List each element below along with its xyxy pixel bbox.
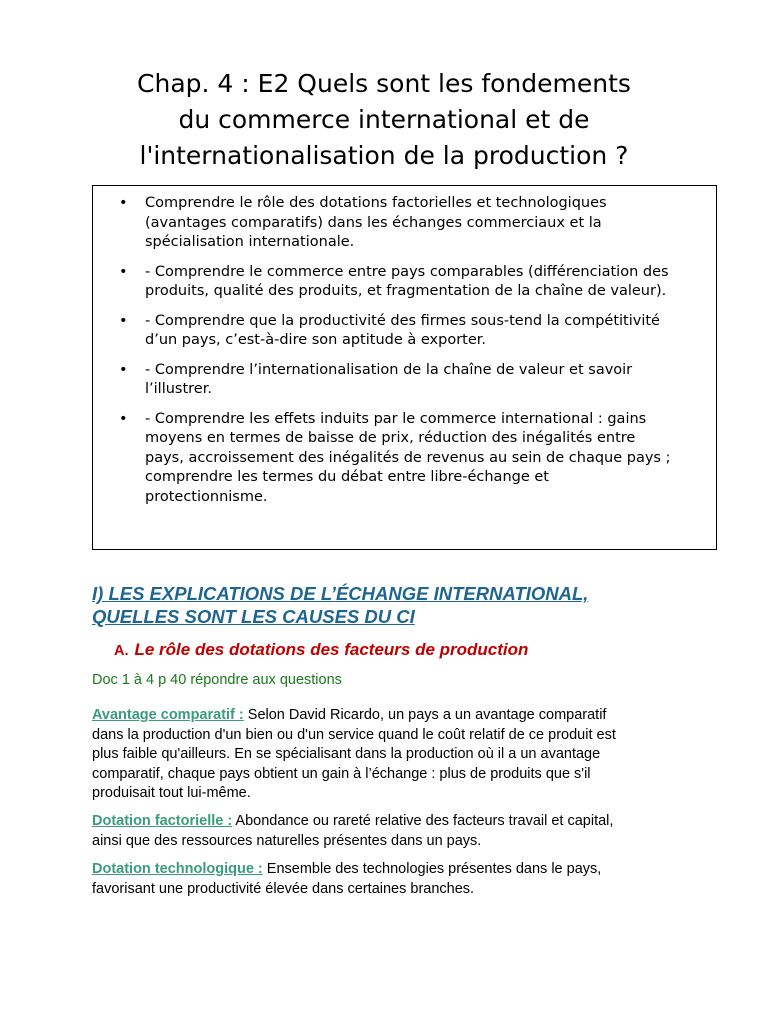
subsection-title: Le rôle des dotations des facteurs de production — [134, 640, 529, 659]
section-heading-line: QUELLES SONT LES CAUSES DU CI — [92, 606, 415, 627]
objective-text: moyens en termes de baisse de prix, réduction des inégalités entre — [145, 430, 636, 446]
definition-text: Ensemble des technologies présentes dans le pays, — [262, 861, 602, 877]
definition-term: Dotation factorielle : — [92, 813, 233, 829]
bullet-icon: • — [119, 195, 128, 211]
objective-item — [93, 361, 716, 400]
page-title — [60, 66, 708, 174]
definition-term: Avantage comparatif : — [92, 707, 244, 723]
definition-text: favorisant une productivité élevée dans certaines branches. — [92, 880, 475, 897]
definition-avantage-comparatif — [92, 706, 616, 804]
objective-text: comprendre les termes du débat entre libre-échange et — [145, 469, 549, 485]
objective-item — [93, 263, 716, 302]
objective-item — [93, 312, 716, 351]
instruction-text: Doc 1 à 4 p 40 répondre aux questions — [92, 672, 342, 688]
section-heading — [92, 582, 588, 628]
bullet-icon: • — [119, 312, 128, 329]
title-line: Chap. 4 : E2 Quels sont les fondements — [137, 69, 631, 98]
definition-text: plus faible qu'ailleurs. En se spécialisant dans la production où il a un avantage — [92, 746, 601, 762]
subsection-heading — [114, 638, 528, 660]
objective-text: - Comprendre l’internationalisation de la chaîne de valeur et savoir — [145, 361, 633, 378]
definition-text: comparatif, chaque pays obtient un gain à l’échange : plus de produits que s'il — [92, 765, 591, 782]
objective-text: produits, qualité des produits, et fragmentation de la chaîne de valeur). — [145, 283, 667, 299]
objective-text: protectionnisme. — [145, 488, 268, 505]
objective-text: Comprendre le rôle des dotations factorielles et technologiques — [145, 195, 607, 211]
objective-text: l’illustrer. — [145, 381, 212, 397]
bullet-icon: • — [119, 410, 128, 427]
definition-term: Dotation technologique : — [92, 861, 263, 877]
objectives-list — [93, 194, 716, 517]
objective-text: - Comprendre les effets induits par le commerce international : gains — [145, 410, 647, 427]
objective-item — [93, 410, 716, 508]
definition-text: ainsi que des ressources naturelles présentes dans un pays. — [92, 832, 482, 849]
section-heading-line: I) LES EXPLICATIONS DE L’ÉCHANGE INTERNATIONAL, — [92, 583, 589, 604]
objectives-box — [92, 185, 717, 550]
definition-line — [92, 812, 613, 832]
objective-text: d’un pays, c’est-à-dire son aptitude à exporter. — [145, 332, 487, 348]
definition-line — [92, 706, 616, 726]
title-line: du commerce international et de — [178, 105, 590, 134]
objective-item — [93, 194, 716, 253]
definition-text: Abondance ou rareté relative des facteurs travail et capital, — [232, 813, 614, 829]
definition-text: Selon David Ricardo, un pays a un avantage comparatif — [243, 707, 607, 723]
definition-dotation-factorielle — [92, 812, 613, 851]
definition-line — [92, 860, 601, 880]
definition-dotation-technologique — [92, 860, 601, 899]
subsection-letter: A. — [114, 643, 129, 659]
objective-text: (avantages comparatifs) dans les échanges commerciaux et la — [145, 214, 602, 231]
definition-text: produisait tout lui-même. — [92, 785, 251, 801]
objective-text: spécialisation internationale. — [145, 234, 355, 250]
bullet-icon: • — [119, 361, 128, 378]
title-line: l'internationalisation de la production ? — [139, 141, 629, 170]
objective-text: pays, accroissement des inégalités de revenus au sein de chaque pays ; — [145, 449, 671, 466]
objective-text: - Comprendre que la productivité des firmes sous-tend la compétitivité — [145, 312, 660, 329]
definition-text: dans la production d'un bien ou d'un service quand le coût relatif de ce produit est — [92, 726, 616, 743]
objective-text: - Comprendre le commerce entre pays comparables (différenciation des — [145, 263, 669, 280]
bullet-icon: • — [119, 263, 128, 280]
